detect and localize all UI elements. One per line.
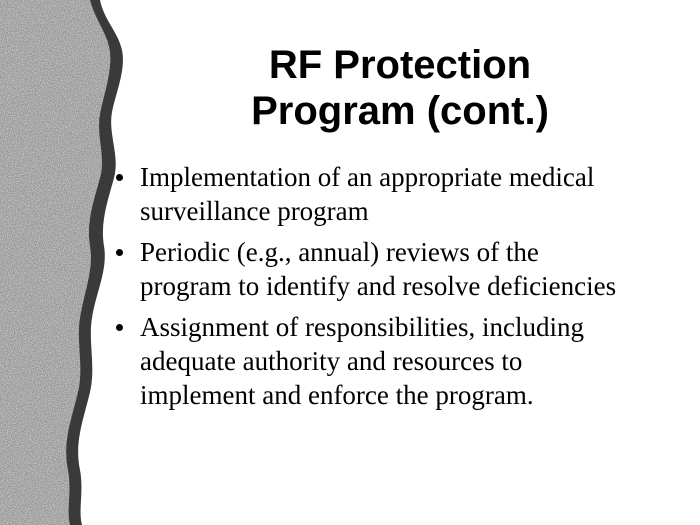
bullet-line: Implementation of an appropriate medical	[140, 162, 595, 192]
bullet-list	[114, 160, 694, 419]
bullet-line: adequate authority and resources to	[140, 346, 523, 376]
bullet-line: Periodic (e.g., annual) reviews of the	[140, 237, 539, 267]
bullet-item-assignment-responsibilities	[114, 310, 694, 412]
bullet-line: implement and enforce the program.	[140, 380, 534, 410]
bullet-dot-icon	[116, 249, 123, 256]
slide-title-line-2: Program (cont.)	[251, 89, 549, 133]
bullet-item-medical-surveillance	[114, 160, 694, 228]
slide-title	[180, 42, 620, 134]
bullet-dot-icon	[116, 174, 123, 181]
bullet-line: Assignment of responsibilities, including	[140, 312, 584, 342]
bullet-line: program to identify and resolve deficiencies	[140, 271, 617, 301]
slide-title-line-1: RF Protection	[268, 43, 532, 87]
bullet-dot-icon	[116, 324, 123, 331]
bullet-line: surveillance program	[140, 196, 369, 226]
bullet-item-periodic-reviews	[114, 235, 694, 303]
